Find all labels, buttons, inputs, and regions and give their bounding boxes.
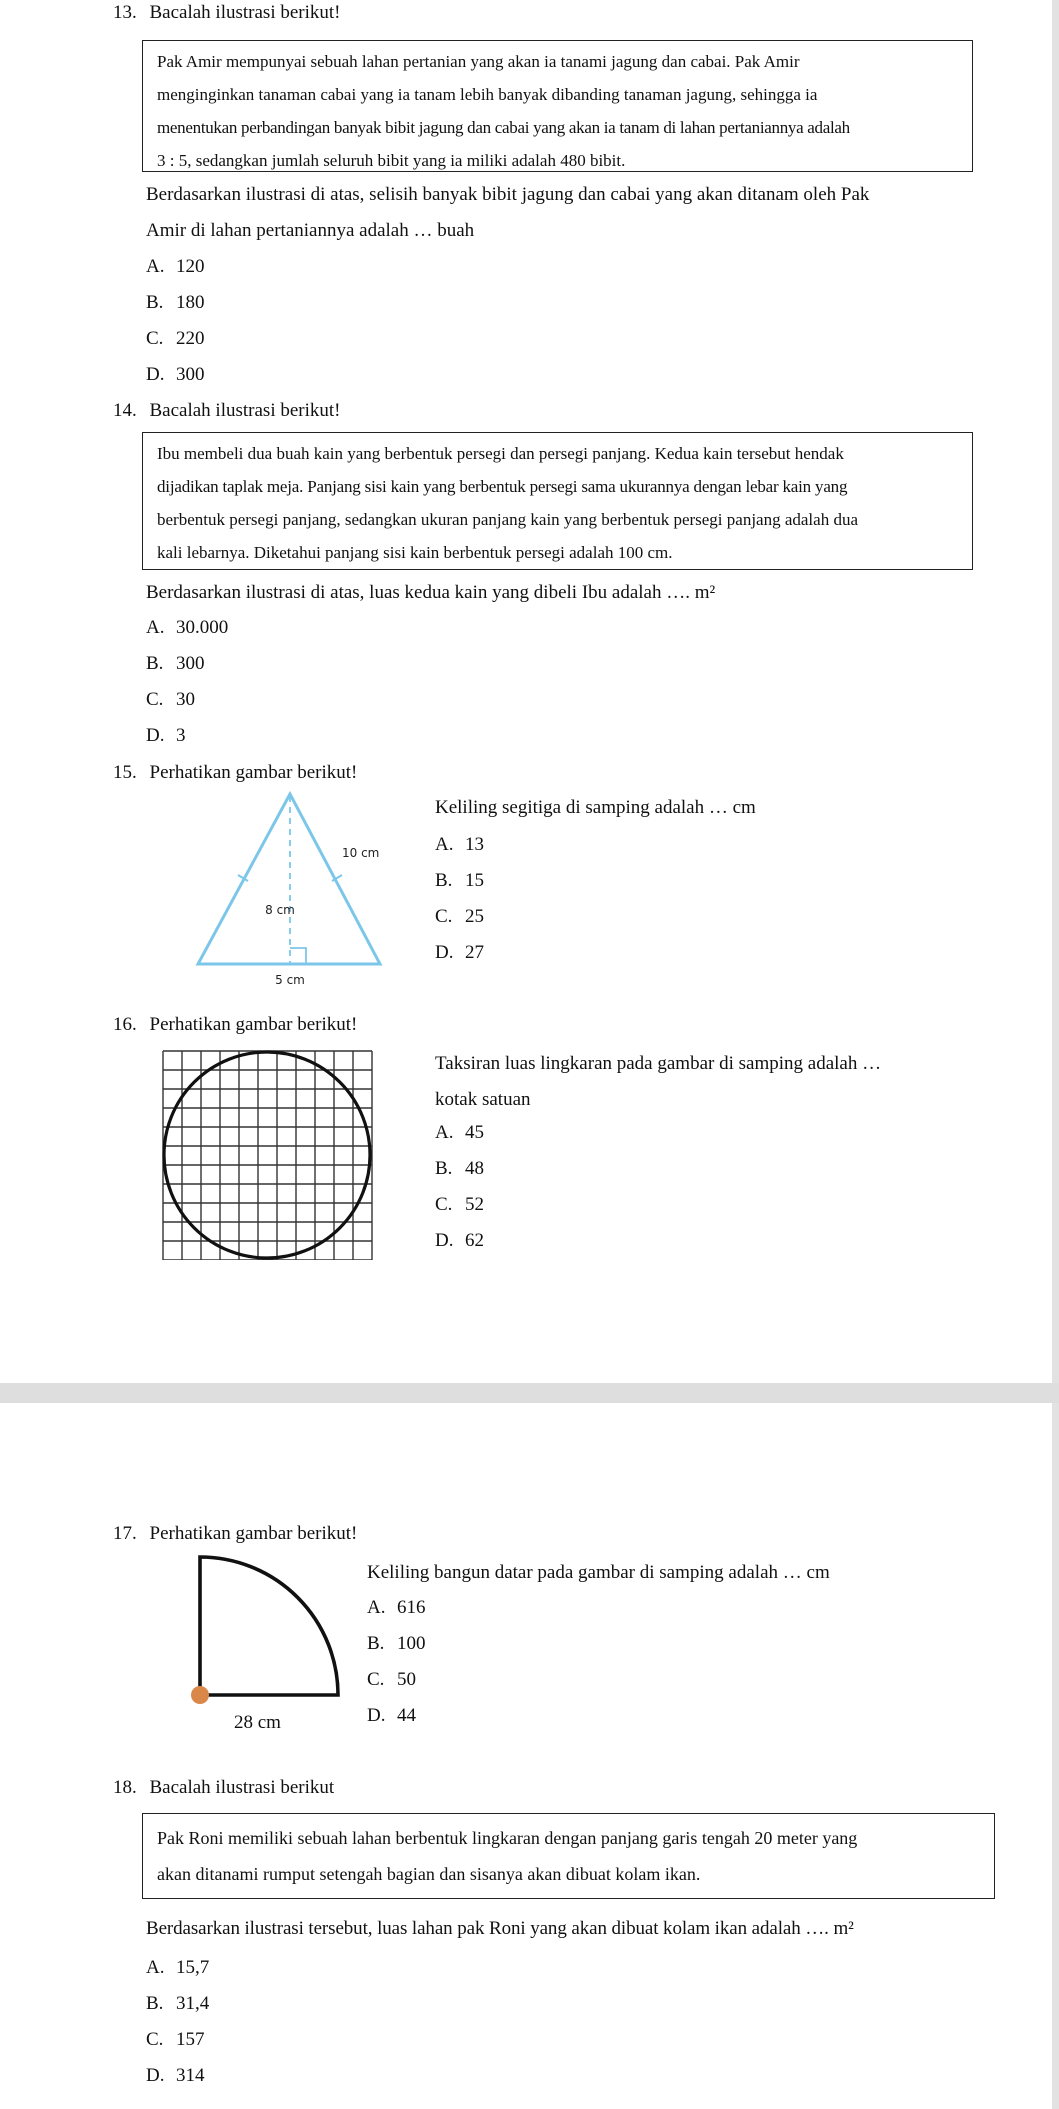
option-value: 31,4 [176,1993,210,2014]
option-letter: C. [367,1669,385,1690]
q13-number: 13. [113,2,137,23]
radius-label-text: 28 cm [234,1712,281,1733]
q15-question: Keliling segitiga di samping adalah … cm [435,797,756,818]
option-letter: C. [146,2029,164,2050]
triangle-shape [198,794,380,964]
option-letter: A. [146,617,165,638]
q16-option-c[interactable] [435,1194,484,1216]
q16-number: 16. [113,1014,137,1035]
option-value: 45 [465,1122,484,1143]
option-letter: A. [435,1122,454,1143]
q15-header [113,762,357,784]
option-value: 300 [176,364,205,385]
circle-shape [164,1052,370,1258]
q17-question: Keliling bangun datar pada gambar di samping adalah … cm [367,1562,830,1583]
q17-option-b[interactable] [367,1633,426,1655]
option-letter: D. [146,364,165,385]
option-letter: B. [146,1993,164,2014]
triangle-side-label: 10 cm [342,846,380,860]
q16-option-b[interactable] [435,1158,484,1180]
q17-option-c[interactable] [367,1669,416,1691]
option-letter: D. [146,725,165,746]
triangle-figure [190,790,410,990]
q16-option-a[interactable] [435,1122,484,1144]
q14-option-c[interactable] [146,689,195,711]
q14-question: Berdasarkan ilustrasi di atas, luas kedua kain yang dibeli Ibu adalah …. m² [146,582,716,603]
triangle-base-label: 5 cm [275,973,305,987]
option-value: 15,7 [176,1957,210,1978]
right-angle-mark [290,948,306,964]
q13-option-d[interactable] [146,364,205,386]
q14-header [113,400,341,422]
option-letter: D. [146,2065,165,2086]
page-edge-2 [1052,1403,1059,2109]
q18-option-c[interactable] [146,2029,205,2051]
option-value: 180 [176,292,205,313]
option-value: 30.000 [176,617,229,638]
option-letter: C. [435,906,453,927]
q13-box-line: menginginkan tanaman cabai yang ia tanam lebih banyak dibanding tanaman jagung, sehingga ia [157,85,818,104]
option-letter: B. [146,292,164,313]
page-separator [0,1383,1059,1403]
q13-question-line: Amir di lahan pertaniannya adalah … buah [146,220,475,241]
option-letter: D. [435,942,454,963]
q17-number: 17. [113,1523,137,1544]
q17-header [113,1523,357,1545]
triangle-height-label: 8 cm [265,903,295,917]
option-letter: B. [435,870,453,891]
q14-box-line: dijadikan taplak meja. Panjang sisi kain yang berbentuk persegi sama ukurannya dengan lebar kain yang [157,477,848,496]
option-value: 220 [176,328,205,349]
q15-option-b[interactable] [435,870,484,892]
quarter-circle-shape [200,1557,338,1695]
q14-box-line: kali lebarnya. Diketahui panjang sisi kain berbentuk persegi adalah 100 cm. [157,543,673,562]
q14-option-d[interactable] [146,725,186,747]
q15-title: Perhatikan gambar berikut! [149,762,358,783]
option-value: 27 [465,942,484,963]
option-value: 62 [465,1230,484,1251]
option-value: 15 [465,870,484,891]
q18-illustration-box [142,1813,995,1899]
q15-option-a[interactable] [435,834,484,856]
q18-question: Berdasarkan ilustrasi tersebut, luas lahan pak Roni yang akan dibuat kolam ikan adalah …. m² [146,1918,854,1939]
q13-box-line: 3 : 5, sedangkan jumlah seluruh bibit yang ia miliki adalah 480 bibit. [157,151,626,170]
circle-grid-figure [162,1050,376,1260]
q16-question-line: kotak satuan [435,1089,531,1110]
page-2 [0,1403,1052,2109]
q18-box-line: akan ditanami rumput setengah bagian dan sisanya akan dibuat kolam ikan. [157,1864,701,1884]
option-letter: A. [146,1957,165,1978]
option-letter: B. [146,653,164,674]
q14-number: 14. [113,400,137,421]
q17-title: Perhatikan gambar berikut! [149,1523,358,1544]
q14-box-line: berbentuk persegi panjang, sedangkan ukuran panjang kain yang berbentuk persegi panjang adalah dua [157,510,859,529]
option-value: 48 [465,1158,484,1179]
option-value: 52 [465,1194,484,1215]
page-edge [1052,0,1059,1383]
q17-option-a[interactable] [367,1597,426,1619]
quarter-circle-figure [185,1553,375,1713]
option-letter: B. [435,1158,453,1179]
center-point [191,1686,209,1704]
option-value: 314 [176,2065,205,2086]
option-value: 157 [176,2029,205,2050]
q13-question [146,177,973,249]
q16-option-d[interactable] [435,1230,484,1252]
q13-option-c[interactable] [146,328,205,350]
option-value: 616 [397,1597,426,1618]
q13-option-b[interactable] [146,292,205,314]
option-value: 300 [176,653,205,674]
option-letter: A. [146,256,165,277]
q14-box-line: Ibu membeli dua buah kain yang berbentuk persegi dan persegi panjang. Kedua kain tersebut hendak [157,444,844,463]
option-letter: A. [367,1597,386,1618]
q18-option-b[interactable] [146,1993,209,2015]
q18-number: 18. [113,1777,137,1798]
option-value: 50 [397,1669,416,1690]
q15-number: 15. [113,762,137,783]
q18-title: Bacalah ilustrasi berikut [149,1777,335,1798]
q17-option-d[interactable] [367,1705,416,1727]
option-letter: C. [435,1194,453,1215]
q13-question-line: Berdasarkan ilustrasi di atas, selisih banyak bibit jagung dan cabai yang akan ditanam oleh Pak [146,184,870,205]
q15-option-c[interactable] [435,906,484,928]
q18-option-d[interactable] [146,2065,205,2087]
option-value: 3 [176,725,186,746]
q16-title: Perhatikan gambar berikut! [149,1014,358,1035]
q16-question-line: Taksiran luas lingkaran pada gambar di samping adalah … [435,1053,882,1074]
q16-header [113,1014,357,1036]
q18-option-a[interactable] [146,1957,209,1979]
option-letter: C. [146,689,164,710]
option-value: 30 [176,689,195,710]
q14-title: Bacalah ilustrasi berikut! [149,400,341,421]
q13-option-a[interactable] [146,256,205,278]
q13-box-line: Pak Amir mempunyai sebuah lahan pertanian yang akan ia tanami jagung dan cabai. Pak Amir [157,52,800,71]
q13-box-line: menentukan perbandingan banyak bibit jagung dan cabai yang akan ia tanam di lahan pertaniannya adalah [157,118,850,137]
option-letter: D. [367,1705,386,1726]
option-letter: B. [367,1633,385,1654]
option-value: 120 [176,256,205,277]
q13-illustration-box [142,40,973,172]
q13-header [113,2,341,24]
option-value: 100 [397,1633,426,1654]
q14-illustration-box [142,432,973,570]
option-letter: C. [146,328,164,349]
q18-header [113,1777,334,1799]
option-letter: A. [435,834,454,855]
q15-option-d[interactable] [435,942,484,964]
q13-title: Bacalah ilustrasi berikut! [149,2,341,23]
option-value: 25 [465,906,484,927]
option-letter: D. [435,1230,454,1251]
q18-box-line: Pak Roni memiliki sebuah lahan berbentuk lingkaran dengan panjang garis tengah 20 meter yang [157,1828,858,1848]
option-value: 44 [397,1705,416,1726]
q16-question [435,1046,881,1118]
option-value: 13 [465,834,484,855]
q14-option-b[interactable] [146,653,205,675]
q14-option-a[interactable] [146,617,228,639]
